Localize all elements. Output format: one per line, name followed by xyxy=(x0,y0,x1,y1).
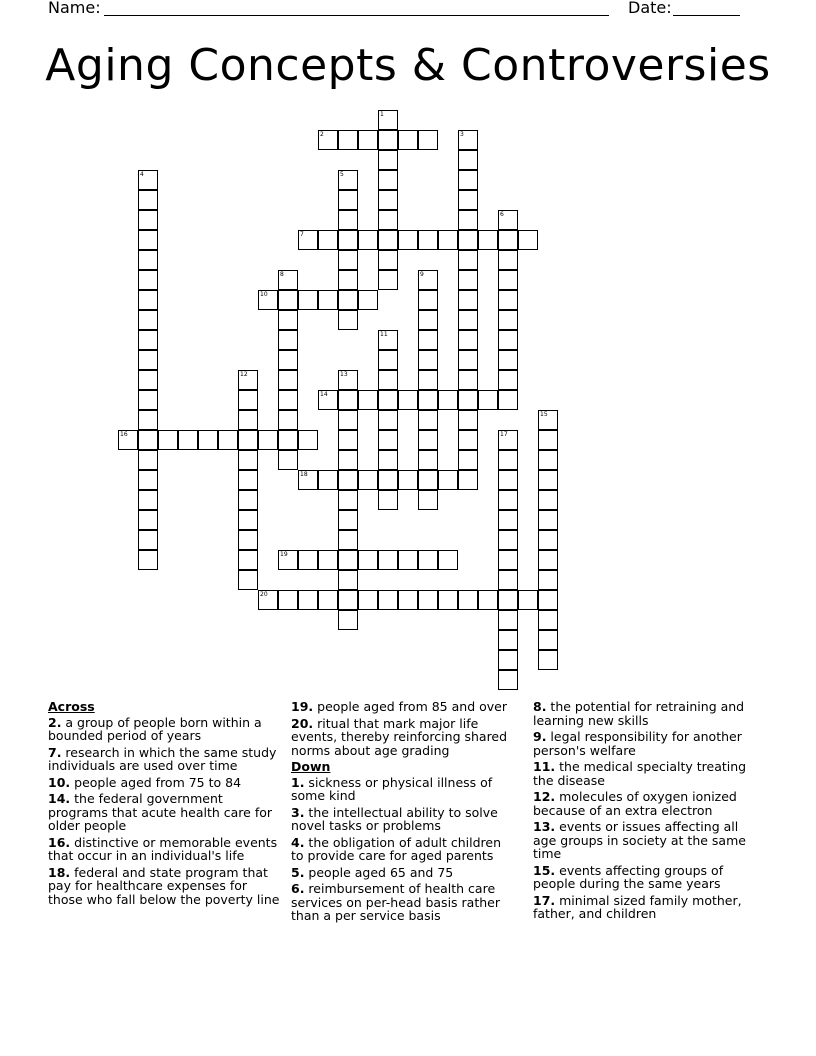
across-clue xyxy=(48,792,281,833)
clue-number: 17 xyxy=(500,431,508,438)
grid-cell[interactable] xyxy=(358,550,378,570)
grid-cell[interactable] xyxy=(378,390,398,410)
clue-text: people aged from 75 to 84 xyxy=(70,774,242,790)
grid-cell[interactable] xyxy=(498,550,518,570)
grid-cell[interactable] xyxy=(458,190,478,210)
clue-text: sickness or physical illness of some kind xyxy=(291,774,493,803)
grid-cell[interactable] xyxy=(458,210,478,230)
grid-cell[interactable] xyxy=(338,370,358,390)
grid-cell[interactable] xyxy=(138,210,158,230)
grid-cell[interactable] xyxy=(338,410,358,430)
grid-cell[interactable] xyxy=(238,490,258,510)
grid-cell[interactable] xyxy=(278,390,298,410)
clue-number-label: 14. xyxy=(48,791,71,806)
grid-cell[interactable] xyxy=(378,350,398,370)
grid-cell[interactable] xyxy=(138,250,158,270)
grid-cell[interactable] xyxy=(498,490,518,510)
grid-cell[interactable] xyxy=(418,390,438,410)
across-clue xyxy=(48,746,281,773)
grid-cell[interactable] xyxy=(358,230,378,250)
grid-cell[interactable] xyxy=(318,130,338,150)
grid-cell[interactable] xyxy=(498,630,518,650)
grid-cell[interactable] xyxy=(418,310,438,330)
grid-cell[interactable] xyxy=(458,370,478,390)
grid-cell[interactable] xyxy=(458,350,478,370)
grid-cell[interactable] xyxy=(418,230,438,250)
clue-number: 1 xyxy=(380,111,384,118)
clue-text: events affecting groups of people during the same years xyxy=(533,862,724,891)
grid-cell[interactable] xyxy=(238,430,258,450)
clue-number: 10 xyxy=(260,291,268,298)
grid-cell[interactable] xyxy=(278,370,298,390)
grid-cell[interactable] xyxy=(278,450,298,470)
grid-cell[interactable] xyxy=(278,430,298,450)
clue-number: 18 xyxy=(300,471,308,478)
grid-cell[interactable] xyxy=(498,350,518,370)
grid-cell[interactable] xyxy=(378,410,398,430)
down-clue xyxy=(291,866,516,880)
grid-cell[interactable] xyxy=(338,550,358,570)
grid-cell[interactable] xyxy=(378,150,398,170)
grid-cell[interactable] xyxy=(258,290,278,310)
down-clue xyxy=(533,894,759,921)
clue-text: a group of people born within a bounded period of years xyxy=(48,714,262,743)
grid-cell[interactable] xyxy=(378,130,398,150)
grid-cell[interactable] xyxy=(418,270,438,290)
down-clue xyxy=(533,864,759,891)
grid-cell[interactable] xyxy=(478,390,498,410)
grid-cell[interactable] xyxy=(498,270,518,290)
grid-cell[interactable] xyxy=(338,190,358,210)
clue-text: federal and state program that pay for healthcare expenses for those who fall below the poverty line xyxy=(48,864,280,907)
grid-cell[interactable] xyxy=(538,590,558,610)
grid-cell[interactable] xyxy=(238,550,258,570)
grid-cell[interactable] xyxy=(138,330,158,350)
grid-cell[interactable] xyxy=(498,230,518,250)
grid-cell[interactable] xyxy=(238,510,258,530)
clue-number: 15 xyxy=(540,411,548,418)
grid-cell[interactable] xyxy=(418,550,438,570)
clue-number-label: 1. xyxy=(291,774,305,790)
clue-text: the federal government programs that acute health care for older people xyxy=(48,791,273,833)
grid-cell[interactable] xyxy=(318,390,338,410)
grid-cell[interactable] xyxy=(398,230,418,250)
grid-cell[interactable] xyxy=(318,290,338,310)
grid-cell[interactable] xyxy=(298,430,318,450)
across-clue xyxy=(48,716,281,743)
grid-cell[interactable] xyxy=(538,450,558,470)
grid-cell[interactable] xyxy=(238,570,258,590)
grid-cell[interactable] xyxy=(158,430,178,450)
clue-number: 16 xyxy=(120,431,128,438)
down-clue xyxy=(533,790,759,817)
grid-cell[interactable] xyxy=(498,210,518,230)
grid-cell[interactable] xyxy=(458,450,478,470)
grid-cell[interactable] xyxy=(458,470,478,490)
grid-cell[interactable] xyxy=(458,590,478,610)
grid-cell[interactable] xyxy=(338,230,358,250)
grid-cell[interactable] xyxy=(378,330,398,350)
clue-text: the potential for retraining and learning new skills xyxy=(533,699,745,728)
grid-cell[interactable] xyxy=(458,290,478,310)
clue-text: the medical specialty treating the disease xyxy=(533,759,747,788)
grid-cell[interactable] xyxy=(418,410,438,430)
grid-cell[interactable] xyxy=(538,490,558,510)
clue-number: 12 xyxy=(240,371,248,378)
grid-cell[interactable] xyxy=(378,430,398,450)
grid-cell[interactable] xyxy=(318,590,338,610)
grid-cell[interactable] xyxy=(538,550,558,570)
clue-text: reimbursement of health care services on per-head basis rather than a per service basis xyxy=(291,881,500,923)
grid-cell[interactable] xyxy=(278,410,298,430)
grid-cell[interactable] xyxy=(138,170,158,190)
grid-cell[interactable] xyxy=(498,650,518,670)
grid-cell[interactable] xyxy=(138,270,158,290)
grid-cell[interactable] xyxy=(418,590,438,610)
clue-text: ritual that mark major life events, thereby reinforcing shared norms about age grading xyxy=(291,715,508,758)
grid-cell[interactable] xyxy=(338,390,358,410)
grid-cell[interactable] xyxy=(338,250,358,270)
grid-cell[interactable] xyxy=(438,470,458,490)
grid-cell[interactable] xyxy=(378,590,398,610)
grid-cell[interactable] xyxy=(538,610,558,630)
grid-cell[interactable] xyxy=(378,170,398,190)
down-clue xyxy=(533,730,759,757)
clue-number-label: 19. xyxy=(291,699,314,714)
clue-number-label: 16. xyxy=(48,834,71,850)
grid-cell[interactable] xyxy=(418,130,438,150)
grid-cell[interactable] xyxy=(498,290,518,310)
clues-column-3 xyxy=(533,700,759,924)
grid-cell[interactable] xyxy=(278,270,298,290)
grid-cell[interactable] xyxy=(278,310,298,330)
grid-cell[interactable] xyxy=(458,130,478,150)
grid-cell[interactable] xyxy=(338,290,358,310)
clue-text: research in which the same study individuals are used over time xyxy=(48,744,277,773)
grid-cell[interactable] xyxy=(118,430,138,450)
grid-cell[interactable] xyxy=(358,590,378,610)
grid-cell[interactable] xyxy=(498,610,518,630)
grid-cell[interactable] xyxy=(138,470,158,490)
grid-cell[interactable] xyxy=(458,390,478,410)
across-clue xyxy=(48,776,281,790)
clue-number-label: 17. xyxy=(533,892,556,908)
across-heading: Across xyxy=(48,699,95,714)
clue-number-label: 10. xyxy=(48,774,71,790)
grid-cell[interactable] xyxy=(358,390,378,410)
clue-number: 14 xyxy=(320,391,328,398)
grid-cell[interactable] xyxy=(178,430,198,450)
across-clue xyxy=(48,866,281,907)
grid-cell[interactable] xyxy=(338,490,358,510)
grid-cell[interactable] xyxy=(138,490,158,510)
clue-text: minimal sized family mother, father, and children xyxy=(533,892,742,921)
grid-cell[interactable] xyxy=(298,290,318,310)
grid-cell[interactable] xyxy=(318,230,338,250)
clue-number: 13 xyxy=(340,371,348,378)
grid-cell[interactable] xyxy=(458,170,478,190)
grid-cell[interactable] xyxy=(498,670,518,690)
clue-number-label: 2. xyxy=(48,714,62,730)
clue-number-label: 4. xyxy=(291,834,305,850)
clue-text: distinctive or memorable events that occur in an individual's life xyxy=(48,834,278,863)
clue-number: 4 xyxy=(140,171,144,178)
grid-cell[interactable] xyxy=(538,410,558,430)
grid-cell[interactable] xyxy=(498,310,518,330)
grid-cell[interactable] xyxy=(378,190,398,210)
grid-cell[interactable] xyxy=(138,390,158,410)
grid-cell[interactable] xyxy=(338,510,358,530)
grid-cell[interactable] xyxy=(138,230,158,250)
grid-cell[interactable] xyxy=(438,390,458,410)
grid-cell[interactable] xyxy=(398,590,418,610)
grid-cell[interactable] xyxy=(358,130,378,150)
grid-cell[interactable] xyxy=(418,370,438,390)
grid-cell[interactable] xyxy=(398,550,418,570)
grid-cell[interactable] xyxy=(278,350,298,370)
grid-cell[interactable] xyxy=(318,470,338,490)
grid-cell[interactable] xyxy=(298,470,318,490)
grid-cell[interactable] xyxy=(418,450,438,470)
grid-cell[interactable] xyxy=(458,310,478,330)
page-title: Aging Concepts & Controversies xyxy=(45,40,771,91)
grid-cell[interactable] xyxy=(338,170,358,190)
grid-cell[interactable] xyxy=(498,330,518,350)
across-clue xyxy=(291,700,516,714)
down-clue xyxy=(533,820,759,861)
clue-number-label: 13. xyxy=(533,819,556,834)
grid-cell[interactable] xyxy=(418,490,438,510)
grid-cell[interactable] xyxy=(198,430,218,450)
grid-cell[interactable] xyxy=(378,450,398,470)
grid-cell[interactable] xyxy=(278,290,298,310)
grid-cell[interactable] xyxy=(338,470,358,490)
grid-cell[interactable] xyxy=(138,410,158,430)
down-clue xyxy=(533,760,759,787)
grid-cell[interactable] xyxy=(458,150,478,170)
grid-cell[interactable] xyxy=(538,470,558,490)
clue-text: people aged from 85 and over xyxy=(313,699,507,714)
across-clue xyxy=(291,717,516,758)
grid-cell[interactable] xyxy=(138,450,158,470)
across-clue xyxy=(48,836,281,863)
grid-cell[interactable] xyxy=(338,610,358,630)
grid-cell[interactable] xyxy=(378,110,398,130)
grid-cell[interactable] xyxy=(458,430,478,450)
clue-number-label: 6. xyxy=(291,881,305,896)
clue-number: 7 xyxy=(300,231,304,238)
grid-cell[interactable] xyxy=(278,590,298,610)
grid-cell[interactable] xyxy=(398,390,418,410)
grid-cell[interactable] xyxy=(358,470,378,490)
clue-number: 9 xyxy=(420,271,424,278)
grid-cell[interactable] xyxy=(378,470,398,490)
clue-number-label: 11. xyxy=(533,759,556,774)
grid-cell[interactable] xyxy=(258,590,278,610)
grid-cell[interactable] xyxy=(258,430,278,450)
grid-cell[interactable] xyxy=(378,250,398,270)
grid-cell[interactable] xyxy=(138,350,158,370)
clue-number-label: 15. xyxy=(533,862,556,878)
grid-cell[interactable] xyxy=(438,550,458,570)
grid-cell[interactable] xyxy=(338,450,358,470)
clue-text: legal responsibility for another person's welfare xyxy=(533,729,742,758)
grid-cell[interactable] xyxy=(418,470,438,490)
grid-cell[interactable] xyxy=(458,330,478,350)
down-clue xyxy=(533,700,759,727)
clue-number: 3 xyxy=(460,131,464,138)
grid-cell[interactable] xyxy=(238,470,258,490)
clue-number-label: 7. xyxy=(48,744,62,760)
down-heading: Down xyxy=(291,759,331,774)
name-label: Name: xyxy=(48,0,101,17)
clue-number: 5 xyxy=(340,171,344,178)
clue-number: 19 xyxy=(280,551,288,558)
clue-number: 2 xyxy=(320,131,324,138)
grid-cell[interactable] xyxy=(418,290,438,310)
clues-column-2 xyxy=(291,700,516,926)
grid-cell[interactable] xyxy=(498,530,518,550)
grid-cell[interactable] xyxy=(498,450,518,470)
grid-cell[interactable] xyxy=(518,230,538,250)
grid-cell[interactable] xyxy=(278,550,298,570)
grid-cell[interactable] xyxy=(458,230,478,250)
grid-cell[interactable] xyxy=(538,650,558,670)
clues-column-1 xyxy=(48,700,281,909)
grid-cell[interactable] xyxy=(438,590,458,610)
grid-cell[interactable] xyxy=(338,590,358,610)
grid-cell[interactable] xyxy=(378,210,398,230)
grid-cell[interactable] xyxy=(458,270,478,290)
clue-number: 6 xyxy=(500,211,504,218)
clue-text: the obligation of adult children to provide care for aged parents xyxy=(291,834,501,863)
clue-text: molecules of oxygen ionized because of an extra electron xyxy=(533,789,737,818)
grid-cell[interactable] xyxy=(338,310,358,330)
grid-cell[interactable] xyxy=(238,370,258,390)
grid-cell[interactable] xyxy=(298,230,318,250)
grid-cell[interactable] xyxy=(498,470,518,490)
grid-cell[interactable] xyxy=(378,370,398,390)
grid-cell[interactable] xyxy=(378,270,398,290)
clue-number-label: 18. xyxy=(48,864,71,880)
grid-cell[interactable] xyxy=(478,230,498,250)
grid-cell[interactable] xyxy=(498,250,518,270)
grid-cell[interactable] xyxy=(318,550,338,570)
clue-number-label: 12. xyxy=(533,789,556,804)
grid-cell[interactable] xyxy=(238,530,258,550)
grid-cell[interactable] xyxy=(518,590,538,610)
grid-cell[interactable] xyxy=(238,410,258,430)
grid-cell[interactable] xyxy=(498,370,518,390)
grid-cell[interactable] xyxy=(538,630,558,650)
clue-number: 20 xyxy=(260,591,268,598)
grid-cell[interactable] xyxy=(498,590,518,610)
grid-cell[interactable] xyxy=(278,330,298,350)
grid-cell[interactable] xyxy=(138,550,158,570)
grid-cell[interactable] xyxy=(438,230,458,250)
grid-cell[interactable] xyxy=(418,330,438,350)
grid-cell[interactable] xyxy=(138,290,158,310)
grid-cell[interactable] xyxy=(478,590,498,610)
grid-cell[interactable] xyxy=(218,430,238,450)
grid-cell[interactable] xyxy=(458,410,478,430)
grid-cell[interactable] xyxy=(378,230,398,250)
date-label: Date: xyxy=(628,0,672,17)
grid-cell[interactable] xyxy=(138,530,158,550)
clue-number: 8 xyxy=(280,271,284,278)
clue-number-label: 8. xyxy=(533,699,547,714)
clue-text: people aged 65 and 75 xyxy=(304,864,454,880)
grid-cell[interactable] xyxy=(398,130,418,150)
grid-cell[interactable] xyxy=(498,570,518,590)
grid-cell[interactable] xyxy=(498,430,518,450)
grid-cell[interactable] xyxy=(498,510,518,530)
grid-cell[interactable] xyxy=(378,550,398,570)
grid-cell[interactable] xyxy=(238,450,258,470)
grid-cell[interactable] xyxy=(338,210,358,230)
down-clue xyxy=(291,776,516,803)
grid-cell[interactable] xyxy=(338,430,358,450)
grid-cell[interactable] xyxy=(538,430,558,450)
grid-cell[interactable] xyxy=(138,510,158,530)
clue-text: events or issues affecting all age groups in society at the same time xyxy=(533,819,746,861)
grid-cell[interactable] xyxy=(458,250,478,270)
grid-cell[interactable] xyxy=(138,370,158,390)
grid-cell[interactable] xyxy=(338,270,358,290)
grid-cell[interactable] xyxy=(338,130,358,150)
grid-cell[interactable] xyxy=(378,490,398,510)
down-clue xyxy=(291,836,516,863)
clue-number-label: 20. xyxy=(291,715,314,731)
clue-number-label: 5. xyxy=(291,864,305,880)
grid-cell[interactable] xyxy=(538,530,558,550)
grid-cell[interactable] xyxy=(538,510,558,530)
down-clue xyxy=(291,882,516,923)
grid-cell[interactable] xyxy=(298,590,318,610)
grid-cell[interactable] xyxy=(418,430,438,450)
grid-cell[interactable] xyxy=(358,290,378,310)
grid-cell[interactable] xyxy=(238,390,258,410)
clue-number-label: 9. xyxy=(533,729,547,744)
grid-cell[interactable] xyxy=(338,570,358,590)
clue-number: 11 xyxy=(380,331,388,338)
clue-number-label: 3. xyxy=(291,804,305,820)
grid-cell[interactable] xyxy=(498,390,518,410)
down-clue xyxy=(291,806,516,833)
clue-text: the intellectual ability to solve novel tasks or problems xyxy=(291,804,498,833)
grid-cell[interactable] xyxy=(138,310,158,330)
grid-cell[interactable] xyxy=(138,190,158,210)
grid-cell[interactable] xyxy=(398,470,418,490)
grid-cell[interactable] xyxy=(138,430,158,450)
grid-cell[interactable] xyxy=(418,350,438,370)
grid-cell[interactable] xyxy=(298,550,318,570)
grid-cell[interactable] xyxy=(338,530,358,550)
grid-cell[interactable] xyxy=(538,570,558,590)
